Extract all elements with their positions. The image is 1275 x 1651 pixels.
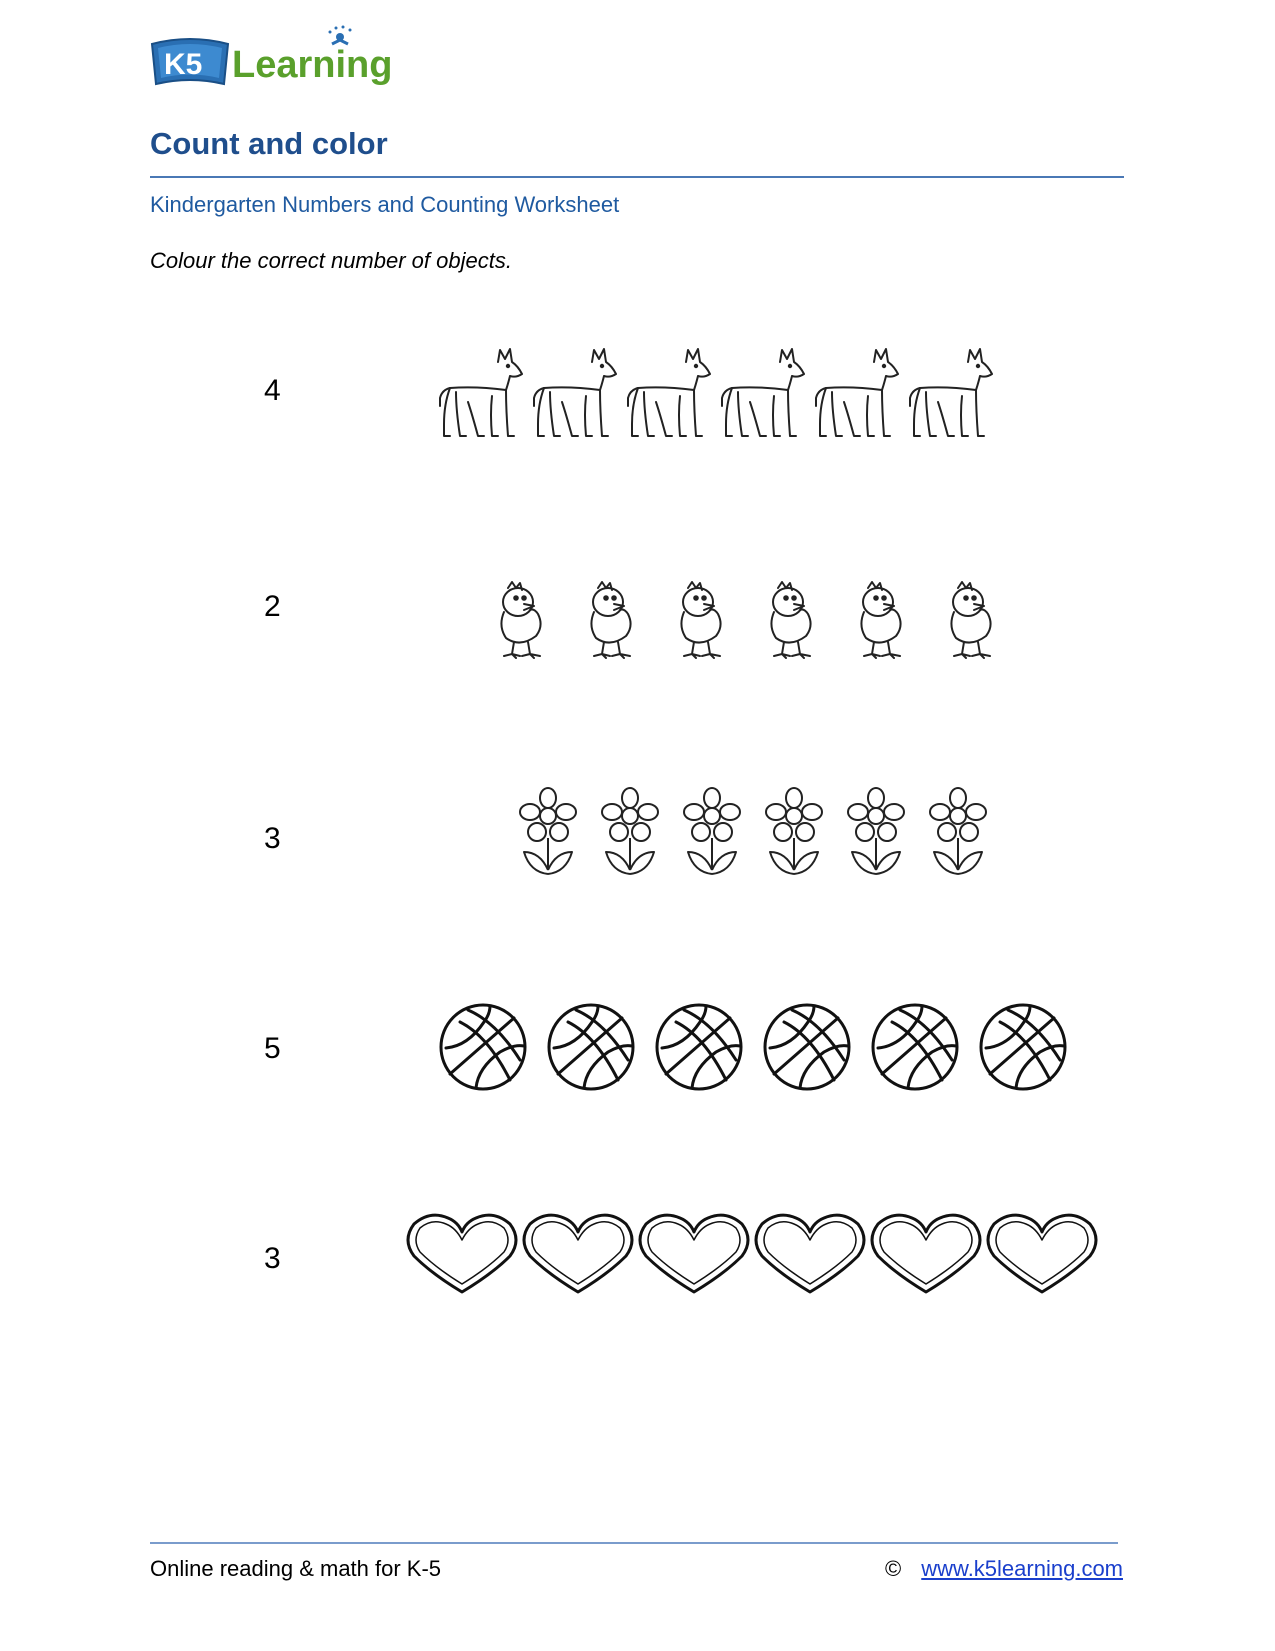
website-link[interactable]: www.k5learning.com	[921, 1556, 1123, 1581]
dog-icon[interactable]	[718, 344, 806, 440]
svg-text:Learning: Learning	[232, 44, 393, 86]
footer-tagline: Online reading & math for K-5	[150, 1556, 442, 1581]
count-row-dogs	[0, 332, 1275, 452]
object-group	[438, 1002, 1068, 1092]
chick-icon[interactable]	[674, 578, 728, 660]
count-row-hearts	[0, 1206, 1275, 1326]
basketball-icon[interactable]	[654, 1002, 744, 1092]
target-number: 5	[264, 1032, 281, 1065]
count-row-chicks	[0, 550, 1275, 670]
count-row-basketballs	[0, 990, 1275, 1110]
worksheet-subtitle: Kindergarten Numbers and Counting Worksheet	[150, 192, 620, 217]
flower-icon[interactable]	[926, 786, 990, 878]
header-divider	[150, 176, 1124, 178]
basketball-icon[interactable]	[762, 1002, 852, 1092]
heart-icon[interactable]	[404, 1212, 520, 1296]
footer-copyright	[885, 1556, 1123, 1582]
dog-icon[interactable]	[436, 344, 524, 440]
chick-icon[interactable]	[584, 578, 638, 660]
flower-icon[interactable]	[598, 786, 662, 878]
dog-icon[interactable]	[624, 344, 712, 440]
heart-icon[interactable]	[984, 1212, 1100, 1296]
target-number: 3	[264, 1242, 281, 1275]
page-title: Count and color	[150, 126, 388, 161]
instructions: Colour the correct number of objects.	[150, 248, 512, 273]
basketball-icon[interactable]	[546, 1002, 636, 1092]
dog-icon[interactable]	[812, 344, 900, 440]
flower-icon[interactable]	[762, 786, 826, 878]
chick-icon[interactable]	[944, 578, 998, 660]
copyright-symbol: ©	[885, 1556, 902, 1581]
chick-icon[interactable]	[494, 578, 548, 660]
svg-text:K5: K5	[164, 48, 203, 81]
flower-icon[interactable]	[516, 786, 580, 878]
heart-icon[interactable]	[752, 1212, 868, 1296]
flower-icon[interactable]	[844, 786, 908, 878]
flower-icon[interactable]	[680, 786, 744, 878]
target-number: 4	[264, 374, 281, 407]
heart-icon[interactable]	[520, 1212, 636, 1296]
heart-icon[interactable]	[868, 1212, 984, 1296]
chick-icon[interactable]	[854, 578, 908, 660]
basketball-icon[interactable]	[438, 1002, 528, 1092]
target-number: 2	[264, 590, 281, 623]
target-number: 3	[264, 822, 281, 855]
chick-icon[interactable]	[764, 578, 818, 660]
object-group	[436, 344, 994, 440]
dog-icon[interactable]	[906, 344, 994, 440]
footer-divider	[150, 1542, 1118, 1544]
count-row-flowers	[0, 770, 1275, 890]
object-group	[494, 578, 998, 660]
k5-learning-logo	[150, 22, 420, 94]
basketball-icon[interactable]	[978, 1002, 1068, 1092]
object-group	[516, 786, 990, 878]
basketball-icon[interactable]	[870, 1002, 960, 1092]
object-group	[404, 1212, 1100, 1296]
dog-icon[interactable]	[530, 344, 618, 440]
heart-icon[interactable]	[636, 1212, 752, 1296]
